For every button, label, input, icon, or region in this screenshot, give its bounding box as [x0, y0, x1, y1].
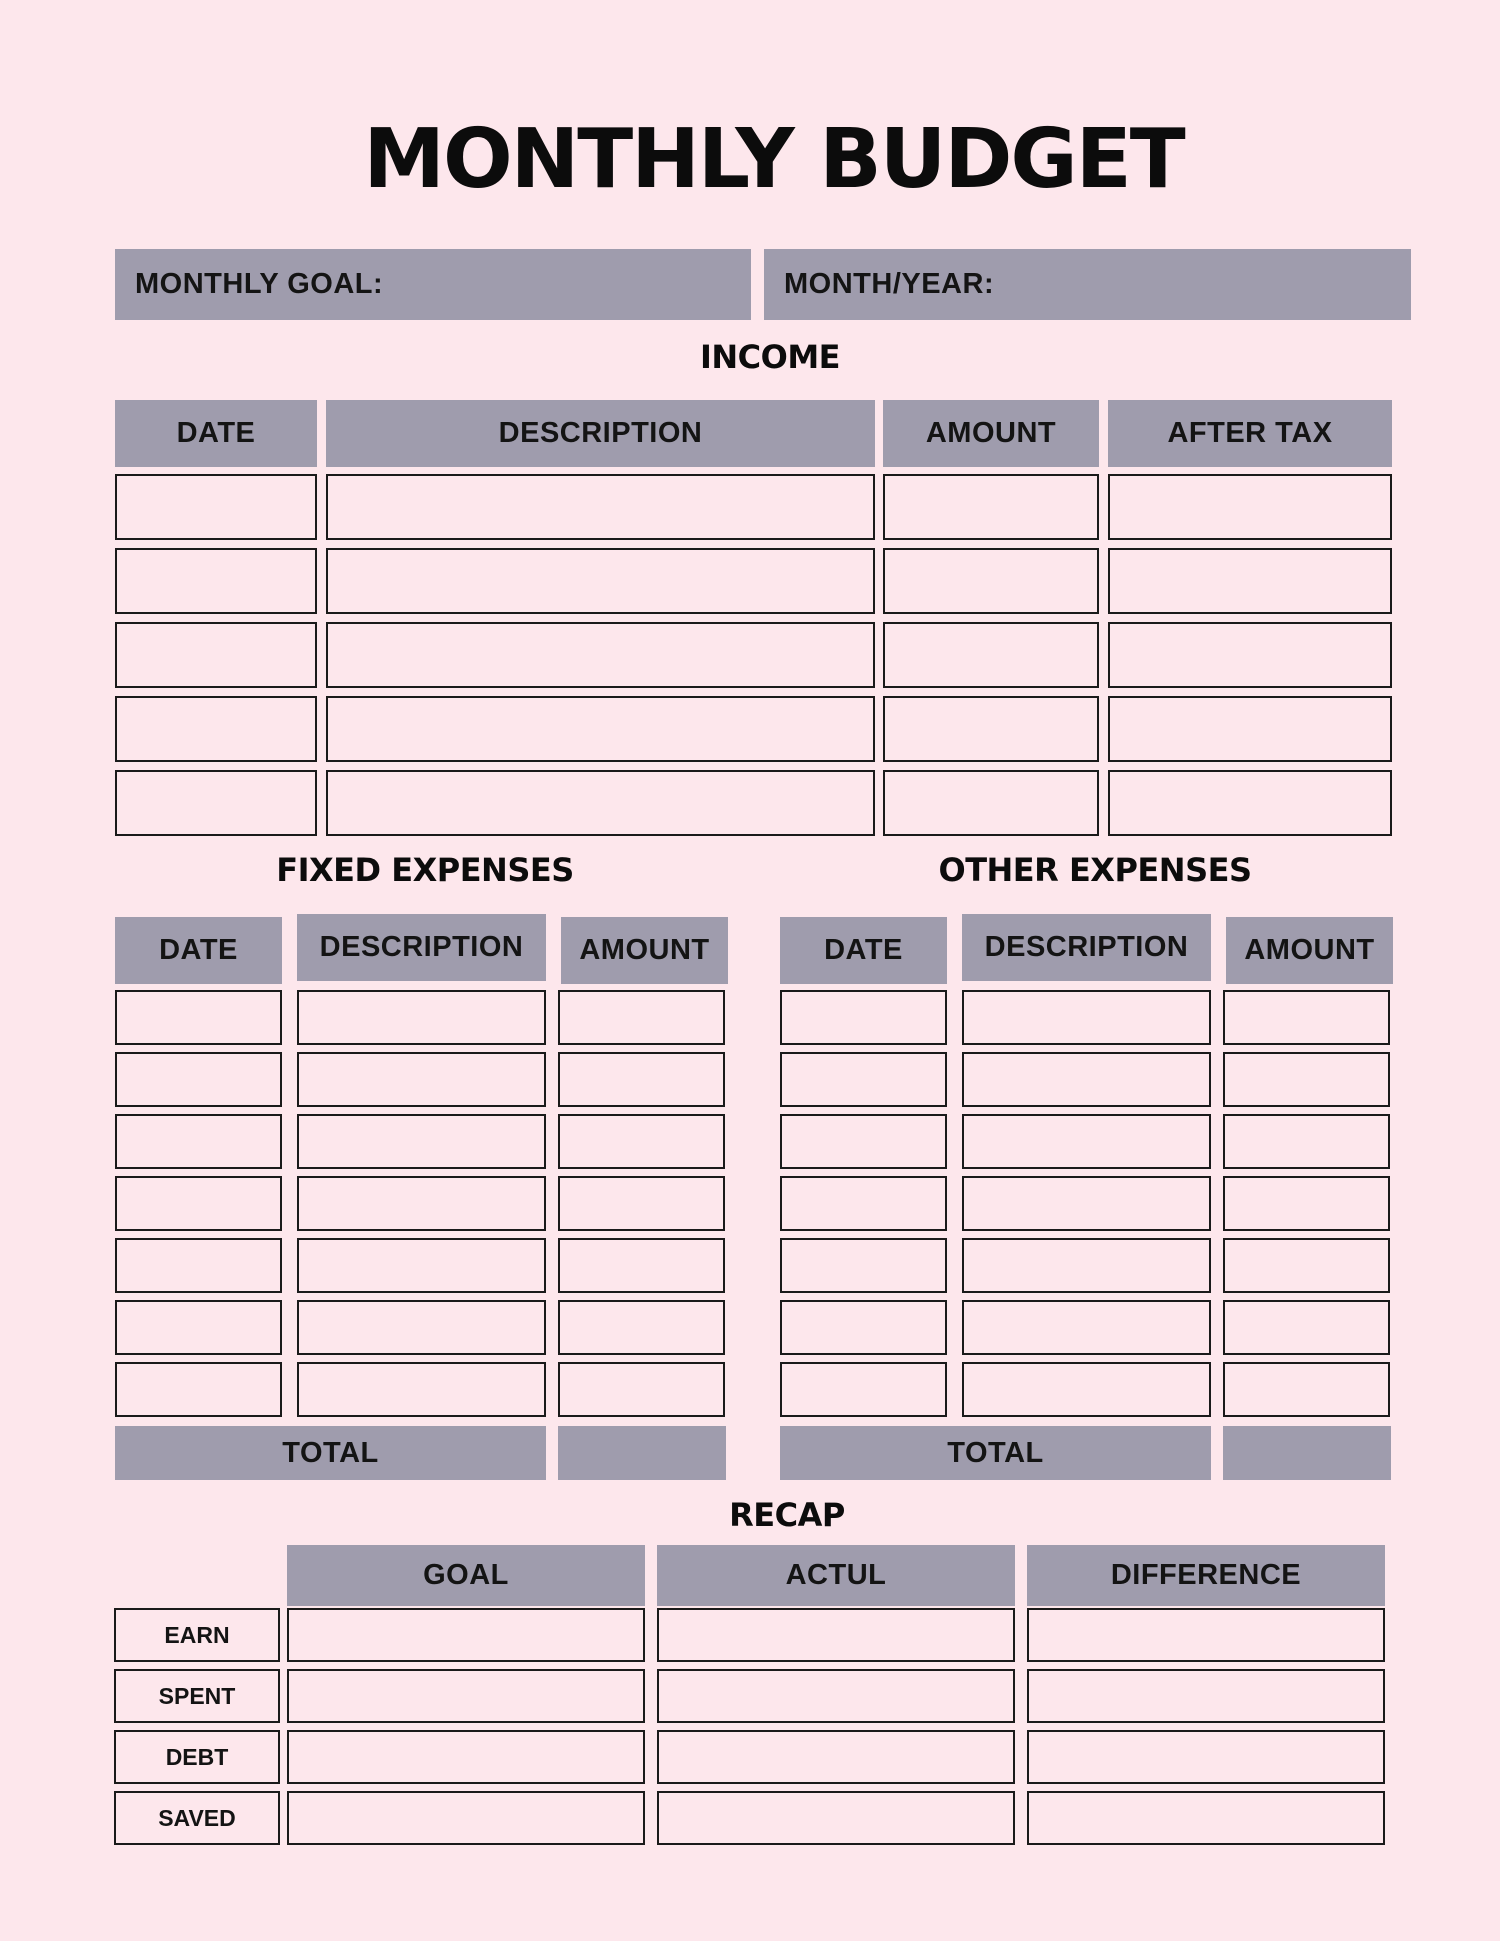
- other-expense-cell-date[interactable]: [780, 1052, 947, 1107]
- income-cell-date[interactable]: [115, 474, 317, 540]
- other-expense-cell-date[interactable]: [780, 1114, 947, 1169]
- other-expense-cell-amount[interactable]: [1223, 1300, 1390, 1355]
- recap-row-label: SPENT: [114, 1669, 280, 1723]
- income-cell-date[interactable]: [115, 696, 317, 762]
- other-expense-cell-description[interactable]: [962, 1052, 1211, 1107]
- other-expense-cell-date[interactable]: [780, 1176, 947, 1231]
- other-expense-cell-amount[interactable]: [1223, 1238, 1390, 1293]
- fixed-expense-cell-description[interactable]: [297, 1300, 546, 1355]
- recap-header-difference: DIFFERENCE: [1027, 1545, 1385, 1606]
- fixed-expense-cell-amount[interactable]: [558, 990, 725, 1045]
- income-header-description: DESCRIPTION: [326, 400, 875, 467]
- income-cell-amount[interactable]: [883, 548, 1099, 614]
- month-year-label: MONTH/YEAR:: [784, 268, 995, 300]
- monthly-goal-field[interactable]: [115, 249, 751, 320]
- recap-cell-difference[interactable]: [1027, 1791, 1385, 1845]
- other-expense-cell-amount[interactable]: [1223, 1052, 1390, 1107]
- fixed-expense-cell-description[interactable]: [297, 1238, 546, 1293]
- income-title: INCOME: [699, 338, 841, 376]
- recap-cell-goal[interactable]: [287, 1669, 645, 1723]
- fixed-total-label: TOTAL: [115, 1426, 546, 1480]
- recap-cell-actual[interactable]: [657, 1669, 1015, 1723]
- fixed-expense-cell-description[interactable]: [297, 990, 546, 1045]
- income-cell-after-tax[interactable]: [1108, 770, 1392, 836]
- fixed-expense-cell-date[interactable]: [115, 990, 282, 1045]
- recap-cell-difference[interactable]: [1027, 1730, 1385, 1784]
- fixed-expense-cell-amount[interactable]: [558, 1362, 725, 1417]
- fixed-expense-cell-amount[interactable]: [558, 1052, 725, 1107]
- income-cell-date[interactable]: [115, 548, 317, 614]
- other-expense-cell-description[interactable]: [962, 1238, 1211, 1293]
- other-expenses-title: OTHER EXPENSES: [938, 851, 1252, 889]
- fixed-expense-cell-date[interactable]: [115, 1238, 282, 1293]
- income-cell-date[interactable]: [115, 622, 317, 688]
- other-expense-cell-description[interactable]: [962, 1176, 1211, 1231]
- income-cell-description[interactable]: [326, 622, 875, 688]
- income-cell-description[interactable]: [326, 696, 875, 762]
- recap-cell-goal[interactable]: [287, 1791, 645, 1845]
- fixed-expenses-title: FIXED EXPENSES: [276, 851, 574, 889]
- other-expense-cell-description[interactable]: [962, 990, 1211, 1045]
- page-title: MONTHLY BUDGET: [363, 112, 1184, 207]
- recap-cell-goal[interactable]: [287, 1608, 645, 1662]
- fixed-header-date: DATE: [115, 917, 282, 984]
- recap-cell-difference[interactable]: [1027, 1608, 1385, 1662]
- recap-cell-difference[interactable]: [1027, 1669, 1385, 1723]
- fixed-expense-cell-description[interactable]: [297, 1052, 546, 1107]
- income-cell-description[interactable]: [326, 474, 875, 540]
- recap-cell-actual[interactable]: [657, 1608, 1015, 1662]
- income-cell-description[interactable]: [326, 770, 875, 836]
- other-expense-cell-date[interactable]: [780, 1362, 947, 1417]
- other-header-date: DATE: [780, 917, 947, 984]
- other-expense-cell-description[interactable]: [962, 1300, 1211, 1355]
- income-cell-after-tax[interactable]: [1108, 622, 1392, 688]
- other-total-value[interactable]: [1223, 1426, 1391, 1480]
- fixed-expense-cell-date[interactable]: [115, 1176, 282, 1231]
- income-cell-after-tax[interactable]: [1108, 696, 1392, 762]
- monthly-goal-label: MONTHLY GOAL:: [135, 268, 384, 300]
- recap-header-goal: GOAL: [287, 1545, 645, 1606]
- fixed-total-value[interactable]: [558, 1426, 726, 1480]
- fixed-expense-cell-description[interactable]: [297, 1362, 546, 1417]
- fixed-expense-cell-date[interactable]: [115, 1052, 282, 1107]
- other-expense-cell-description[interactable]: [962, 1362, 1211, 1417]
- recap-cell-goal[interactable]: [287, 1730, 645, 1784]
- recap-cell-actual[interactable]: [657, 1730, 1015, 1784]
- recap-row-label: EARN: [114, 1608, 280, 1662]
- fixed-header-description: DESCRIPTION: [297, 914, 546, 981]
- income-cell-date[interactable]: [115, 770, 317, 836]
- other-expense-cell-amount[interactable]: [1223, 1362, 1390, 1417]
- other-header-amount: AMOUNT: [1226, 917, 1393, 984]
- fixed-expense-cell-description[interactable]: [297, 1114, 546, 1169]
- other-expense-cell-description[interactable]: [962, 1114, 1211, 1169]
- income-cell-amount[interactable]: [883, 770, 1099, 836]
- recap-row-label: DEBT: [114, 1730, 280, 1784]
- recap-cell-actual[interactable]: [657, 1791, 1015, 1845]
- other-total-label: TOTAL: [780, 1426, 1211, 1480]
- other-expense-cell-date[interactable]: [780, 990, 947, 1045]
- income-cell-amount[interactable]: [883, 474, 1099, 540]
- fixed-header-amount: AMOUNT: [561, 917, 728, 984]
- income-header-after-tax: AFTER TAX: [1108, 400, 1392, 467]
- fixed-expense-cell-amount[interactable]: [558, 1114, 725, 1169]
- other-expense-cell-date[interactable]: [780, 1238, 947, 1293]
- recap-header-actual: ACTUL: [657, 1545, 1015, 1606]
- income-cell-after-tax[interactable]: [1108, 548, 1392, 614]
- recap-row-label: SAVED: [114, 1791, 280, 1845]
- fixed-expense-cell-date[interactable]: [115, 1362, 282, 1417]
- fixed-expense-cell-description[interactable]: [297, 1176, 546, 1231]
- other-expense-cell-amount[interactable]: [1223, 1176, 1390, 1231]
- recap-title: RECAP: [729, 1496, 845, 1534]
- income-cell-after-tax[interactable]: [1108, 474, 1392, 540]
- other-expense-cell-date[interactable]: [780, 1300, 947, 1355]
- fixed-expense-cell-amount[interactable]: [558, 1238, 725, 1293]
- income-cell-amount[interactable]: [883, 696, 1099, 762]
- month-year-field[interactable]: [764, 249, 1411, 320]
- fixed-expense-cell-date[interactable]: [115, 1114, 282, 1169]
- fixed-expense-cell-amount[interactable]: [558, 1176, 725, 1231]
- income-header-amount: AMOUNT: [883, 400, 1099, 467]
- income-cell-amount[interactable]: [883, 622, 1099, 688]
- income-header-date: DATE: [115, 400, 317, 467]
- income-cell-description[interactable]: [326, 548, 875, 614]
- fixed-expense-cell-amount[interactable]: [558, 1300, 725, 1355]
- other-expense-cell-amount[interactable]: [1223, 1114, 1390, 1169]
- other-header-description: DESCRIPTION: [962, 914, 1211, 981]
- fixed-expense-cell-date[interactable]: [115, 1300, 282, 1355]
- other-expense-cell-amount[interactable]: [1223, 990, 1390, 1045]
